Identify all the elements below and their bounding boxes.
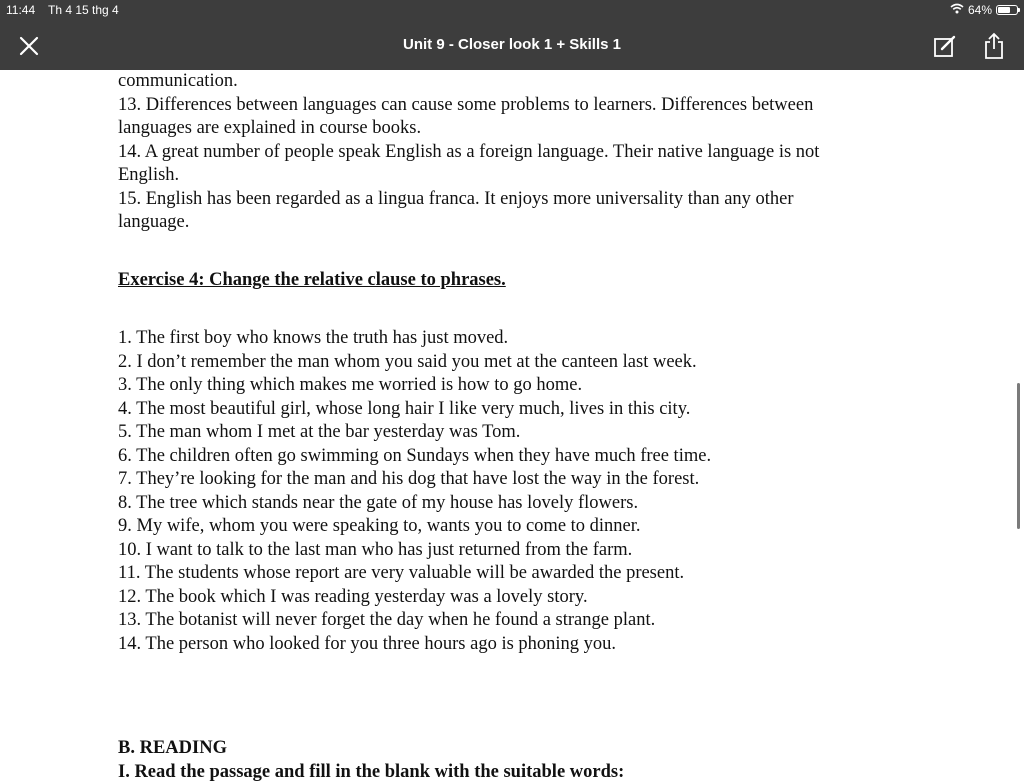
battery-icon bbox=[996, 5, 1018, 15]
document-content bbox=[118, 70, 918, 784]
text-line: languages are explained in course books. bbox=[118, 117, 918, 141]
status-right bbox=[950, 3, 1018, 17]
exercise-item: 13. The botanist will never forget the day when he found a strange plant. bbox=[118, 609, 918, 633]
edit-button[interactable] bbox=[931, 32, 959, 60]
document-title: Unit 9 - Closer look 1 + Skills 1 bbox=[0, 36, 1024, 53]
exercise-item: 9. My wife, whom you were speaking to, wants you to come to dinner. bbox=[118, 515, 918, 539]
text-line: communication. bbox=[118, 70, 918, 94]
exercise-item: 3. The only thing which makes me worried is how to go home. bbox=[118, 374, 918, 398]
share-button[interactable] bbox=[980, 32, 1008, 60]
exercise-item: 14. The person who looked for you three hours ago is phoning you. bbox=[118, 633, 918, 657]
scrollbar[interactable] bbox=[1017, 383, 1020, 529]
exercise-item: 6. The children often go swimming on Sundays when they have much free time. bbox=[118, 445, 918, 469]
text-line: 13. Differences between languages can cause some problems to learners. Differences between bbox=[118, 94, 918, 118]
exercise-item: 12. The book which I was reading yesterday was a lovely story. bbox=[118, 586, 918, 610]
wifi-icon bbox=[950, 3, 964, 17]
exercise-item: 7. They’re looking for the man and his dog that have lost the way in the forest. bbox=[118, 468, 918, 492]
navigation-bar bbox=[0, 22, 1024, 70]
exercise-item: 10. I want to talk to the last man who has just returned from the farm. bbox=[118, 539, 918, 563]
status-bar bbox=[0, 0, 1024, 22]
status-date: Th 4 15 thg 4 bbox=[48, 3, 119, 17]
exercise-4-heading: Exercise 4: Change the relative clause to phrases. bbox=[118, 269, 918, 293]
top-bar bbox=[0, 0, 1024, 70]
exercise-item: 4. The most beautiful girl, whose long hair I like very much, lives in this city. bbox=[118, 398, 918, 422]
exercise-item: 1. The first boy who knows the truth has just moved. bbox=[118, 327, 918, 351]
edit-icon bbox=[932, 33, 958, 59]
exercise-item: 8. The tree which stands near the gate of my house has lovely flowers. bbox=[118, 492, 918, 516]
text-line: 14. A great number of people speak English as a foreign language. Their native language is not bbox=[118, 141, 918, 165]
status-time: 11:44 bbox=[6, 3, 35, 17]
text-line: 15. English has been regarded as a lingua franca. It enjoys more universality than any other bbox=[118, 188, 918, 212]
exercise-item: 5. The man whom I met at the bar yesterday was Tom. bbox=[118, 421, 918, 445]
spacer bbox=[118, 656, 918, 737]
reading-subheading: I. Read the passage and fill in the blank with the suitable words: bbox=[118, 761, 918, 784]
battery-percent: 64% bbox=[968, 3, 992, 17]
share-icon bbox=[982, 32, 1006, 60]
spacer bbox=[118, 292, 918, 327]
text-line: language. bbox=[118, 211, 918, 235]
reading-heading: B. READING bbox=[118, 737, 918, 761]
exercise-item: 11. The students whose report are very valuable will be awarded the present. bbox=[118, 562, 918, 586]
text-line: English. bbox=[118, 164, 918, 188]
exercise-item: 2. I don’t remember the man whom you said you met at the canteen last week. bbox=[118, 351, 918, 375]
